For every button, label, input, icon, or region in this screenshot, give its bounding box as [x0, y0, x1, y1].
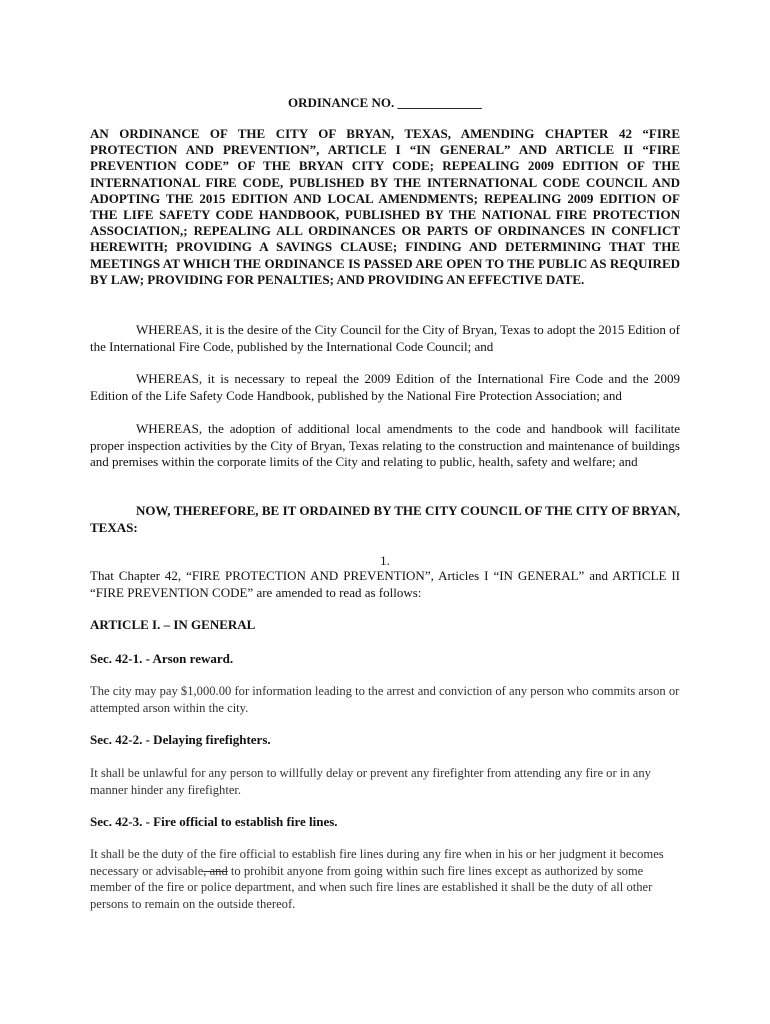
sec-42-1-title: Sec. 42-1. - Arson reward. [90, 651, 234, 666]
whereas-paragraph-1: WHEREAS, it is the desire of the City Council for the City of Bryan, Texas to adopt the 2015 Edition of the International Fire Code, published by the International Code Council; and [90, 322, 680, 354]
ordinance-title: ORDINANCE NO. _____________ [288, 95, 482, 110]
ordained-clause: NOW, THEREFORE, BE IT ORDAINED BY THE CITY COUNCIL OF THE CITY OF BRYAN, TEXAS: [90, 503, 680, 535]
sec-42-3-title: Sec. 42-3. - Fire official to establish fire lines. [90, 814, 338, 829]
article-heading: ARTICLE I. – IN GENERAL [90, 617, 256, 632]
section-text: That Chapter 42, “FIRE PROTECTION AND PREVENTION”, Articles I “IN GENERAL” and ARTICLE II “FIRE PREVENTION CODE” are amended to read as follows: [90, 568, 680, 600]
sec-42-2-body: It shall be unlawful for any person to willfully delay or prevent any firefighter from attending any fire or in any manner hinder any firefighter. [90, 766, 651, 797]
whereas-paragraph-2: WHEREAS, it is necessary to repeal the 2009 Edition of the International Fire Code and the 2009 Edition of the Life Safety Code Handbook, published by the National Fire Protection Association; and [90, 371, 680, 403]
sec-42-2-title: Sec. 42-2. - Delaying firefighters. [90, 732, 271, 747]
whereas-paragraph-3: WHEREAS, the adoption of additional local amendments to the code and handbook will facilitate proper inspection activities by the City of Bryan, Texas relating to the construction and maintenance of buildings and premises within the corporate limits of the City and relating to public, health, safety and welfare; and [90, 421, 680, 469]
sec-42-3-body [90, 846, 680, 912]
sec-42-3-body-part-a: It shall be the duty of the fire official to establish fire lines during any fire when in his or her judgment it becomes necessary or advisable [90, 847, 664, 878]
section-number: 1. [380, 553, 390, 568]
sec-42-1-body: The city may pay $1,000.00 for information leading to the arrest and conviction of any person who commits arson or attempted arson within the city. [90, 684, 680, 715]
struck-text: , and [203, 863, 228, 878]
sec-42-3-body-part-b: to prohibit anyone from going within such fire lines except as authorized by some member of the fire or police department, and when such fire lines are established it shall be the duty of all other persons to remain on the outside thereof. [90, 863, 653, 911]
ordinance-caption: AN ORDINANCE OF THE CITY OF BRYAN, TEXAS, AMENDING CHAPTER 42 “FIRE PROTECTION AND PREVENTION”, ARTICLE I “IN GENERAL” AND ARTICLE II “FIRE PREVENTION CODE” OF THE BRYAN CITY CODE; REPEALING 2009 EDITION OF THE INTERNATIONAL FIRE CODE, PUBLISHED BY THE INTERNATIONAL CODE COUNCIL AND ADOPTING THE 2015 EDITION AND LOCAL AMENDMENTS; REPEALING 2009 EDITION OF THE LIFE SAFETY CODE HANDBOOK, PUBLISHED BY THE NATIONAL FIRE PROTECTION ASSOCIATION,; REPEALING ALL ORDINANCES OR PARTS OF ORDINANCES IN CONFLICT HEREWITH; PROVIDING A SAVINGS CLAUSE; FINDING AND DETERMINING THAT THE MEETINGS AT WHICH THE ORDINANCE IS PASSED ARE OPEN TO THE PUBLIC AS REQUIRED BY LAW; PROVIDING FOR PENALTIES; AND PROVIDING AN EFFECTIVE DATE. [90, 126, 680, 287]
